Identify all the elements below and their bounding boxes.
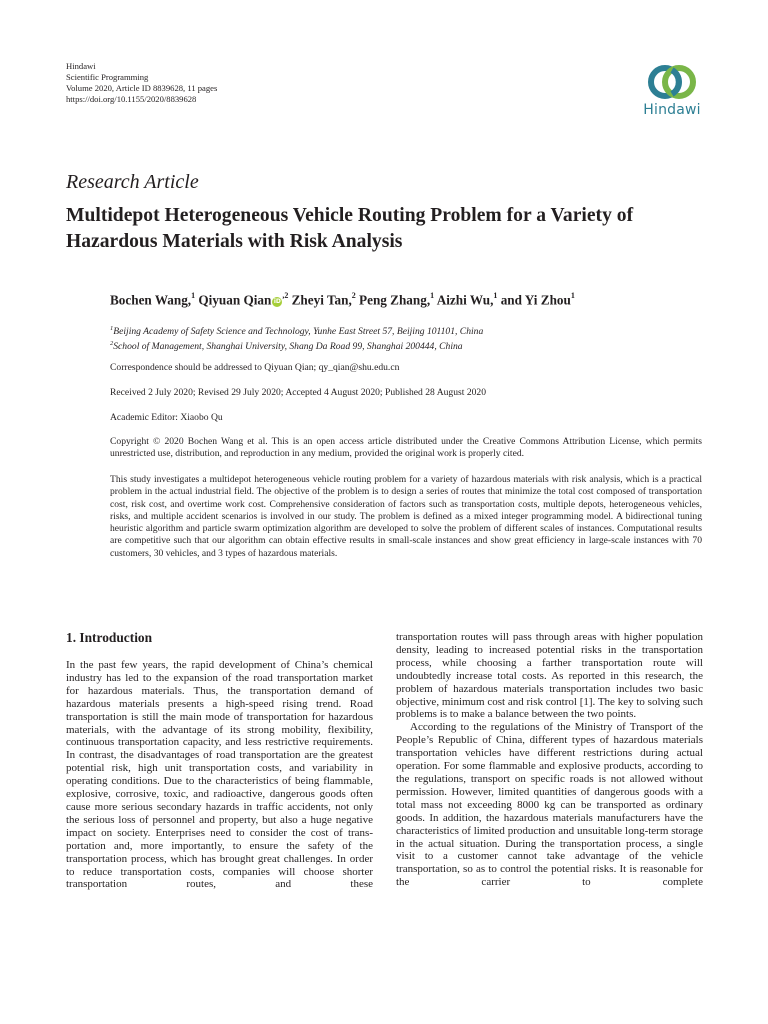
publisher-name: Hindawi [66,61,96,71]
paragraph: According to the regulations of the Ministry of Transport of the People’s Republic of China, different types of hazardous materials transportation vehicles have different restrictions during actual operation. For some flammable and explosive products, according to the regulations, transport on specific roads is not allowed without permission. However, limited quantities of dangerous goods with a total mass not exceeding 8000 kg can be transported as ordinary goods. In addition, the hazardous materials manufacturers have the characteristics of limited production and unsuitable long-term storage in the actual situation. During the transportation process, a single visit to a customer cannot take advantage of the vehicle transportation, so as to control the potential risks. It is reasonable for the carrier to complete [396,721,703,889]
author-list [110,292,575,308]
author-name[interactable]: Qiyuan Qian [198,292,272,308]
academic-editor: Academic Editor: Xiaobo Qu [110,412,223,423]
logo-text: Hindawi [643,102,701,118]
author-name[interactable]: Aizhi Wu, [436,292,494,308]
affiliation-1: $^1$Beijing Academy of Safety Science and Technology, Yunhe East Street 57, Beijing 101101, China [110,325,484,338]
left-column [66,659,373,891]
correspondence: Correspondence should be addressed to Qiyuan Qian; qy_qian@shu.edu.cn [110,362,400,373]
volume-line: Volume 2020, Article ID 8839628, 11 pages [66,83,218,93]
article-type: Research Article [66,171,199,193]
copyright-notice: Copyright © 2020 Bochen Wang et al. This is an open access article distributed under the Creative Commons Attribution License, which permits unrestricted use, distribution, and reproduction in any medium, provided the original work is properly cited. [110,436,702,460]
affiliation-marker: 1 [430,291,435,300]
affiliation-marker: 1 [493,291,498,300]
affiliations [110,323,483,354]
hindawi-rings-icon [645,62,699,102]
abstract: This study investigates a multidepot heterogeneous vehicle routing problem for a variety of hazardous materials with risk analysis, which is a practical problem in the actual industrial field. The objective of the problem is to design a series of routes that minimize the total cost composed of transportation cost, risk cost, and overtime work cost. Comprehensive consideration of factors such as transportation costs, multiple depots, heterogeneous vehicles, risks, and multiple accident scenarios is involved in our study. The problem is defined as a mixed integer programming model. A bidirectional tuning heuristic algorithm and particle swarm optimization algorithm are developed to solve the problem of different scales of instances. Computational results are competitive such that our algorithm can obtain effective results in small-scale instances and show great efficiency in large-scale instances with 70 customers, 30 vehicles, and 3 types of hazardous materials. [110,474,702,559]
journal-info [66,61,217,105]
affiliation-marker: 2 [351,291,356,300]
section-heading: 1. Introduction [66,630,153,645]
right-column [396,631,703,889]
affiliation-marker: 1 [191,291,196,300]
affiliation-marker: ,2 [282,291,289,300]
author-name[interactable]: Zheyi Tan, [291,292,352,308]
doi-link[interactable]: https://doi.org/10.1155/2020/8839628 [66,94,197,104]
journal-name: Scientific Programming [66,72,149,82]
hindawi-logo [632,62,712,122]
author-name[interactable]: Bochen Wang, [110,292,192,308]
author-name[interactable]: and Yi Zhou [500,292,571,308]
affiliation-marker: 1 [570,291,575,300]
author-name[interactable]: Peng Zhang, [359,292,431,308]
article-title: Multidepot Heterogeneous Vehicle Routing Problem for a Variety of Hazardous Materials with Risk Analysis [66,205,634,252]
orcid-icon[interactable]: iD [273,298,281,306]
affiliation-2: $^2$School of Management, Shanghai University, Shang Da Road 99, Shanghai 200444, China [110,340,463,353]
article-dates: Received 2 July 2020; Revised 29 July 2020; Accepted 4 August 2020; Published 28 August 2020 [110,387,487,398]
paragraph: In the past few years, the rapid development of China’s chemical industry has led to the expansion of the road transportation market for hazardous materials. Thus, the transportation demand of hazardous materials presents a high-speed rising trend. Road transportation is still the main mode of transportation for hazardous materials, with the advantage of its strong mobility, flexibility, continuous transportation capacity, and less restrictive requirements. In contrast, the disadvantages of road transportation are the greatest potential risk, high unit transportation costs, and variability in operating conditions. Due to the characteristics of being flammable, explosive, corrosive, toxic, and radioactive, dangerous goods often cause more serious secondary hazards in traffic accidents, not only the serious loss of personnel and property, but also a huge negative impact on society. Enterprises need to consider the cost of transportation and, more importantly, to ensure the safety of the transportation process, which has brought great challenges. In order to reduce transportation costs, companies will choose shorter transportation routes, and these [66,659,373,891]
paragraph: transportation routes will pass through areas with higher population density, leading to increased potential risks in the transportation process, while choosing a farther transportation route will undoubtedly increase total costs. As reported in this research, the problem of hazardous materials transportation includes two basic objective, minimum cost and risk control [1]. The key to solving such problems is to make a balance between the two points. [396,631,703,721]
